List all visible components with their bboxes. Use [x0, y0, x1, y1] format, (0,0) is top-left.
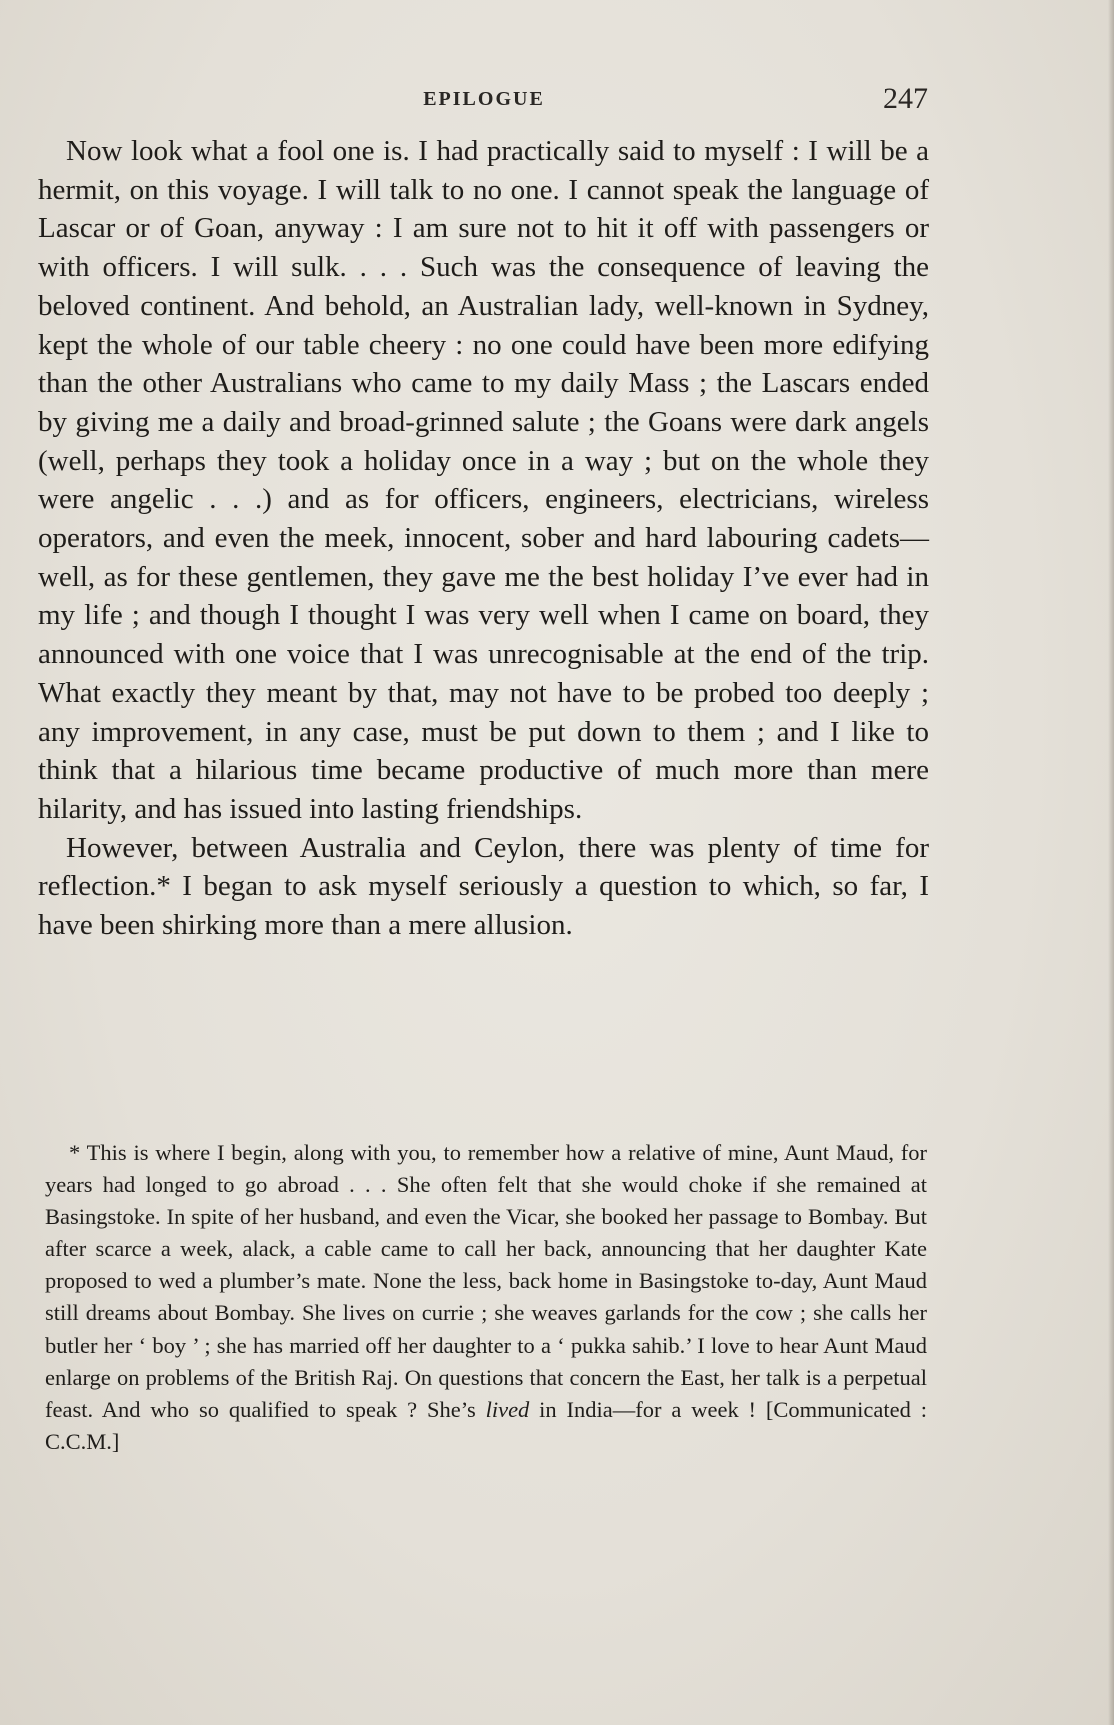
- main-text: [38, 132, 929, 945]
- footnote-text-start: * This is where I begin, along with you, to remember how a relative of mine, Aunt Maud, for years had longed to go abroad . . . She often felt that she would choke if she remained at Basingstoke. In spite of her husband, and even the Vicar, she booked her passage to Bombay. But after scarce a week, alack, a cable came to call her back, announcing that her daughter Kate proposed to wed a plumber’s mate. None the less, back home in Basingstoke to-day, Aunt Maud still dreams about Bombay. She lives on currie ; she weaves garlands for the cow ; she calls her butler her ‘ boy ’ ; she has married off her daughter to a ‘ pukka sahib.’ I love to hear Aunt Maud enlarge on problems of the British Raj. On questions that concern the East, her talk is a perpetual feast. And who so qualified to speak ? She’s: [45, 1140, 927, 1422]
- footnote: [45, 1137, 927, 1458]
- page-number: 247: [883, 82, 928, 115]
- footnote-text-end: in India—for a week ! [Communicated : C.C.M.]: [45, 1396, 927, 1454]
- paragraph-1: Now look what a fool one is. I had practically said to myself : I will be a hermit, on this voyage. I will talk to no one. I cannot speak the language of Lascar or of Goan, anyway : I am sure not to hit it off with passengers or with officers. I will sulk. . . . Such was the consequence of leaving the beloved continent. And behold, an Australian lady, well-known in Sydney, kept the whole of our table cheery : no one could have been more edifying than the other Australians who came to my daily Mass ; the Lascars ended by giving me a daily and broad-grinned salute ; the Goans were dark angels (well, perhaps they took a holiday once in a way ; but on the whole they were angelic . . .) and as for officers, engineers, electricians, wireless operators, and even the meek, innocent, sober and hard labouring cadets—well, as for these gentlemen, they gave me the best holiday I’ve ever had in my life ; and though I thought I was very well when I came on board, they announced with one voice that I was unrecognisable at the end of the trip. What exactly they meant by that, may not have to be probed too deeply ; any improvement, in any case, must be put down to them ; and I like to think that a hilarious time became productive of much more than mere hilarity, and has issued into lasting friendships.: [38, 135, 929, 825]
- page-header: [40, 82, 928, 122]
- page-edge-shadow: [1108, 0, 1114, 1725]
- footnote-paragraph: [45, 1137, 927, 1458]
- footnote-italic-word: lived: [485, 1396, 530, 1422]
- running-title: EPILOGUE: [423, 88, 545, 110]
- paragraph-2: However, between Australia and Ceylon, there was plenty of time for reflection.* I began to ask myself seriously a question to which, so far, I have been shirking more than a mere allusion.: [38, 831, 929, 942]
